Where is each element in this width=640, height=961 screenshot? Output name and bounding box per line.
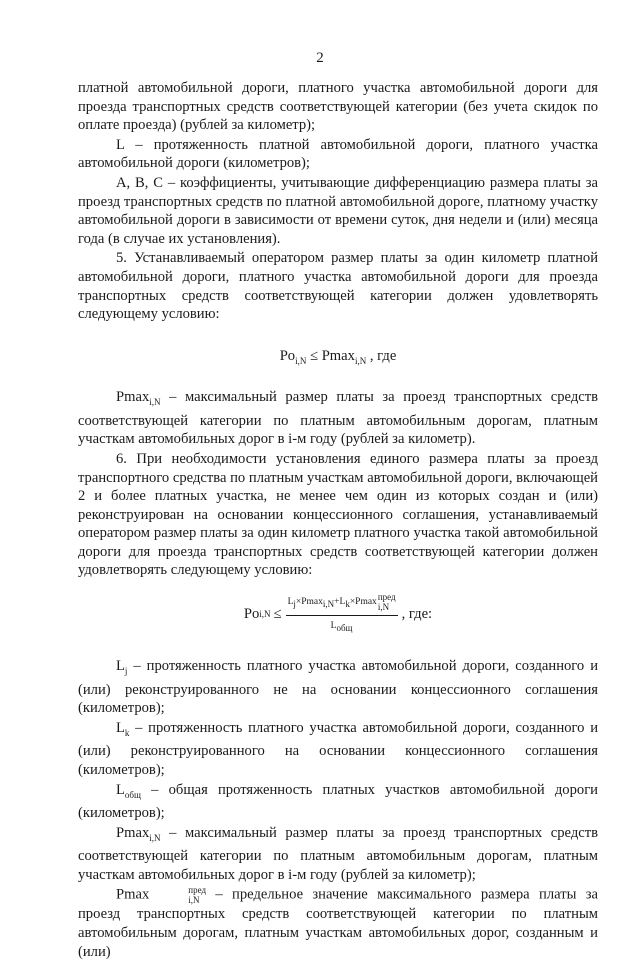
definition-ltotal: $L_{общ}$ – общая протяженность платных участков автомобильной дороги (километров); <box>78 781 598 822</box>
page-number: 2 <box>316 50 324 66</box>
fraction-denominator: $L_{общ}$ <box>330 620 353 633</box>
paragraph-continuation: платной автомобильной дороги, платного участка автомобильной дороги для проезда транспортных средств соответствующей категории (без учета скидок по оплате проезда) (рублей за километр); <box>78 80 598 134</box>
paragraph-l-definition: L – протяженность платной автомобильной дороги, платного участка автомобильной дороги (километров); <box>78 136 598 172</box>
paragraph-coefficients: A, B, C – коэффициенты, учитывающие дифференциацию размера платы за проезд транспортных средств по платной автомобильной дороге, платному участку автомобильной дороги в зависимости от времени суток, дня недели и (или) месяца года (в случае их установления). <box>78 174 598 247</box>
definition-pmax: Pmax$_{i,N}$ – максимальный размер платы за проезд транспортных средств соответствующей категории по платным автомобильным дорогам, платным участкам автомобильных дорог в i-м году (рублей за километр); <box>78 824 598 883</box>
paragraph-item-6: 6. При необходимости установления единого размера платы за проезд транспортного средства по платным участкам автомобильной дороги, включающей 2 и более платных участка, не менее чем один из которых создан и (или) реконструирован на основании концессионного соглашения, устанавливаемый оператором размер платы за один километр платного участка такой автомобильной дороги для проезда транспортных средств соответствующей категории должен удовлетворять следующему условию: <box>78 450 598 579</box>
formula-condition-1: $Po_{i,N} \le Pmax_{i,N}$ , где <box>279 347 397 366</box>
formula-condition-2: Po i,N ≤ $L_j\times Pmax_{i,N}+L_k\times Pmax$ пред i,N $L_{общ}$ , где: <box>78 592 598 637</box>
paragraph-pmax-definition: Pmax$_{i,N}$ – максимальный размер платы за проезд транспортных средств соответствующей категории по платным автомобильным дорогам, платным участкам автомобильных дорог в i-м году (рублей за километр). <box>78 389 598 448</box>
definition-lk: $L_k$ – протяженность платного участка автомобильной дороги, созданного и (или) реконструированного на основании концессионного соглашения (километров); <box>78 719 598 778</box>
paragraph-item-5: 5. Устанавливаемый оператором размер платы за один километр платной автомобильной дороги, платного участка автомобильной дороги для проезда транспортных средств соответствующей категории должен удовлетворять следующему условию: <box>78 250 598 323</box>
formula-fraction <box>286 592 398 637</box>
fraction-numerator: $L_j\times Pmax_{i,N}+L_k\times Pmax$ пред i,N <box>286 592 398 616</box>
document-body <box>78 79 598 961</box>
definition-lj: $L_j$ – протяженность платного участка автомобильной дороги, созданного и (или) реконструированного не на основании концессионного соглашения (километров); <box>78 658 598 717</box>
definition-pmax-limit: Pmax пред i,N – предельное значение максимального размера платы за проезд транспортных средств соответствующей категории по платным автомобильным дорогам, платным участкам автомобильных дорог, созданным и (или) <box>78 885 598 960</box>
